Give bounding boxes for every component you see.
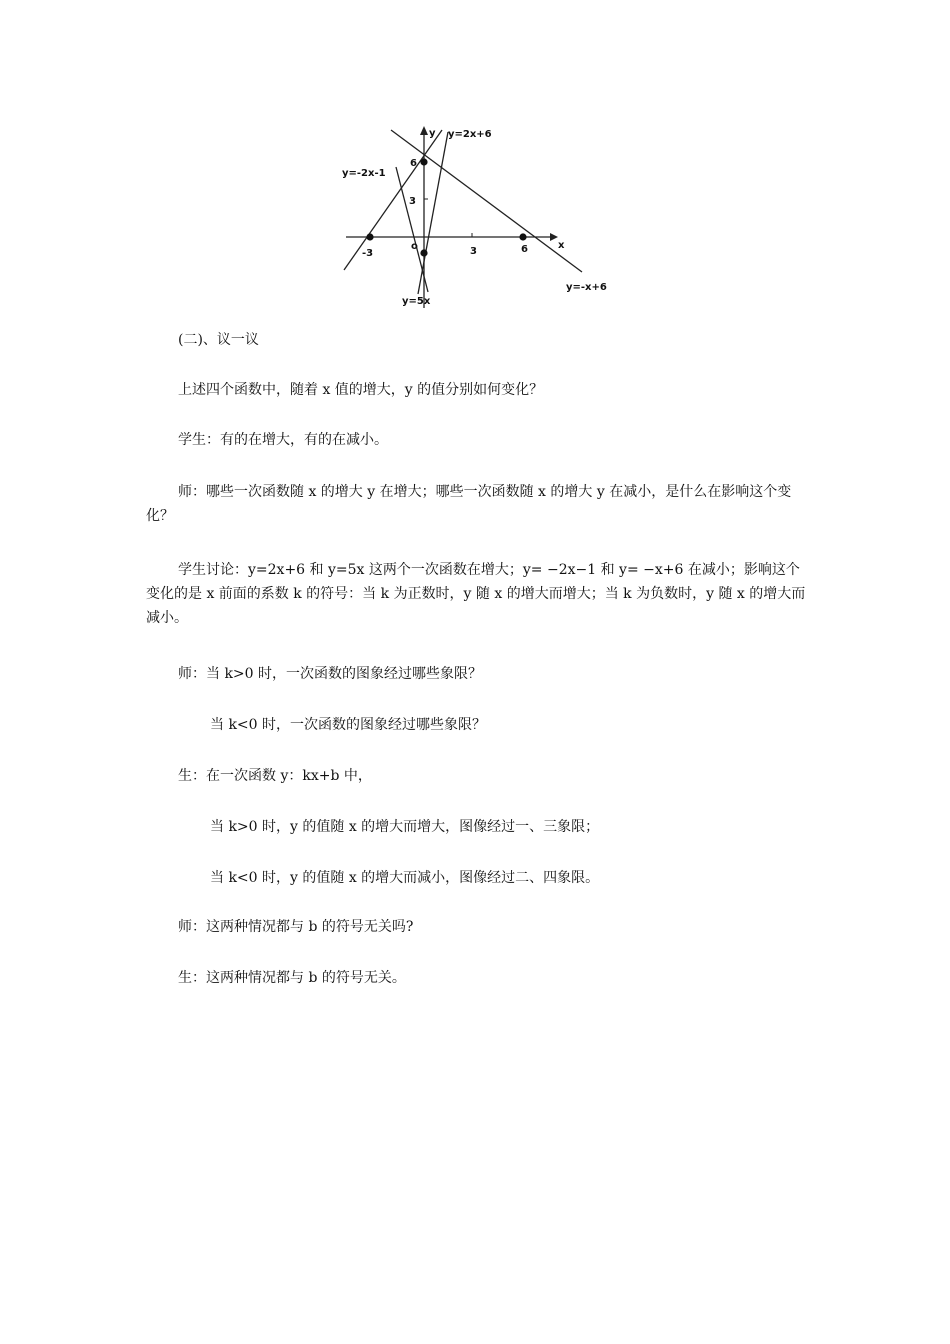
tick-label-6y: 6 [410,158,417,169]
line-y-neg-x-plus-6 [391,130,582,272]
question-paragraph: 上述四个函数中，随着 x 值的增大，y 的值分别如何变化？ [178,382,544,398]
line-y-neg-2x-minus-1 [396,167,428,292]
point-0-neg1 [420,249,427,256]
point-neg3-0 [366,233,373,240]
label-line-neg-2x-minus-1: y=-2x-1 [342,168,386,179]
teacher-question-2: 师：哪些一次函数随 x 的增大 y 在增大；哪些一次函数随 x 的增大 y 在减小，是什么在影响这个变化？ [146,484,792,524]
line-y-2x-plus-6 [344,130,442,270]
teacher-question-3a: 师：当 k>0 时，一次函数的图象经过哪些象限？ [178,666,483,682]
point-0-6 [420,158,427,165]
y-axis-arrow [420,126,428,135]
student-answer-1: 学生：有的在增大，有的在减小。 [178,432,388,448]
teacher-question-4: 师：这两种情况都与 b 的符号无关吗? [178,919,414,935]
student-answer-3b: 当 k>0 时，y 的值随 x 的增大而增大，图像经过一、三象限； [210,819,600,835]
label-line-5x: y=5x [402,296,431,307]
x-axis-arrow [550,233,558,241]
tick-label-neg3: -3 [362,248,374,259]
student-answer-3: 生：在一次函数 y：kx+b 中， [178,768,372,784]
line-y-5x [418,132,448,294]
label-line-neg-x-plus-6: y=-x+6 [566,282,607,293]
x-axis-label: x [558,240,565,251]
section-title: (二)、议一议 [178,332,259,348]
teacher-question-3b: 当 k<0 时，一次函数的图象经过哪些象限？ [210,717,487,733]
tick-label-6x: 6 [521,244,528,255]
tick-label-3x: 3 [470,246,477,257]
student-answer-4: 生：这两种情况都与 b 的符号无关。 [178,970,406,986]
function-graph-figure [336,122,626,312]
y-axis-label: y [429,128,436,139]
student-answer-3c: 当 k<0 时，y 的值随 x 的增大而减小，图像经过二、四象限。 [210,870,600,886]
tick-label-origin: o [411,241,418,252]
student-discussion: 学生讨论：y=2x+6 和 y=5x 这两个一次函数在增大；y= −2x−1 和 y= −x+6 在减小；影响这个变化的是 x 前面的系数 k 的符号：当 k 为正数时，y 随 x 的增大而增大；当 k 为负数时，y 随 x 的增大而减小。 [146,562,806,626]
point-6-0 [519,233,526,240]
label-line-2x-plus-6: y=2x+6 [448,129,492,140]
tick-label-3y: 3 [409,196,416,207]
